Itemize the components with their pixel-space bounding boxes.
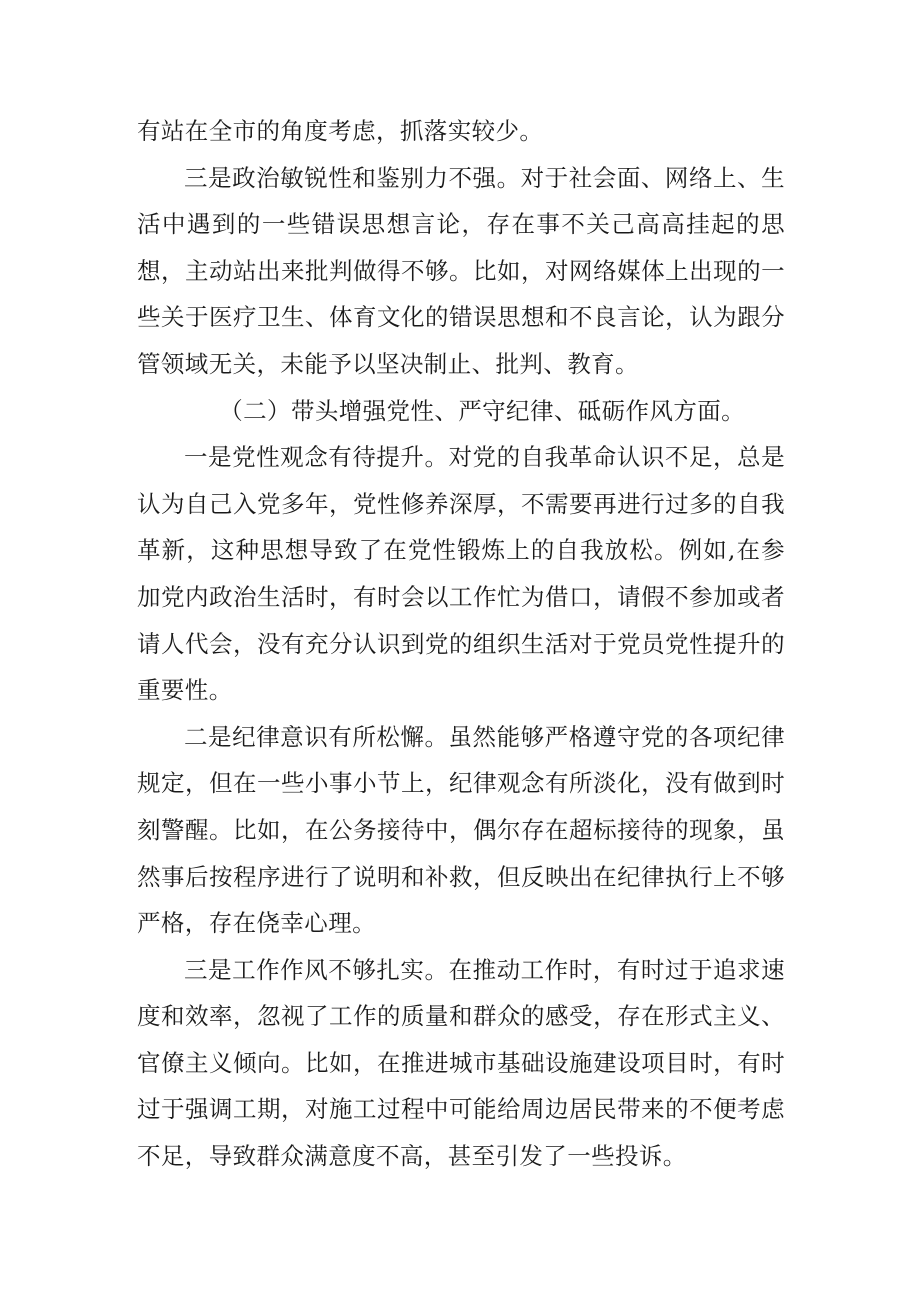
paragraph-party-spirit-awareness: 一是党性观念有待提升。对党的自我革命认识不足，总是认为自己入党多年，党性修养深厚，不需要再进行过多的自我革新，这种思想导致了在党性锻炼上的自我放松。例如,在参加党内政治生活时，有时会以工作忙为借口，请假不参加或者请人代会，没有充分认识到党的组织生活对于党员党性提升的重要性。 (137, 443, 785, 705)
paragraph-continuation: 有站在全市的角度考虑，抓落实较少。 (137, 117, 544, 145)
document-body (137, 108, 785, 1180)
paragraph-political-sensitivity: 三是政治敏锐性和鉴别力不强。对于社会面、网络上、生活中遇到的一些错误思想言论，存在事不关己高高挂起的思想，主动站出来批判做得不够。比如，对网络媒体上出现的一些关于医疗卫生、体育文化的错误思想和不良言论，认为跟分管领域无关，未能予以坚决制止、批判、教育。 (137, 163, 785, 378)
section-heading-party-spirit: （二）带头增强党性、严守纪律、砥砺作风方面。 (219, 396, 746, 425)
paragraph-work-style: 三是工作作风不够扎实。在推动工作时，有时过于追求速度和效率，忽视了工作的质量和群众的感受，存在形式主义、官僚主义倾向。比如，在推进城市基础设施建设项目时，有时过于强调工期，对施工过程中可能给周边居民带来的不便考虑不足，导致群众满意度不高，甚至引发了一些投诉。 (137, 955, 785, 1171)
paragraph-discipline-awareness: 二是纪律意识有所松懈。虽然能够严格遵守党的各项纪律规定，但在一些小事小节上，纪律观念有所淡化，没有做到时刻警醒。比如，在公务接待中，偶尔存在超标接待的现象，虽然事后按程序进行了说明和补救，但反映出在纪律执行上不够严格，存在侥幸心理。 (137, 722, 785, 938)
